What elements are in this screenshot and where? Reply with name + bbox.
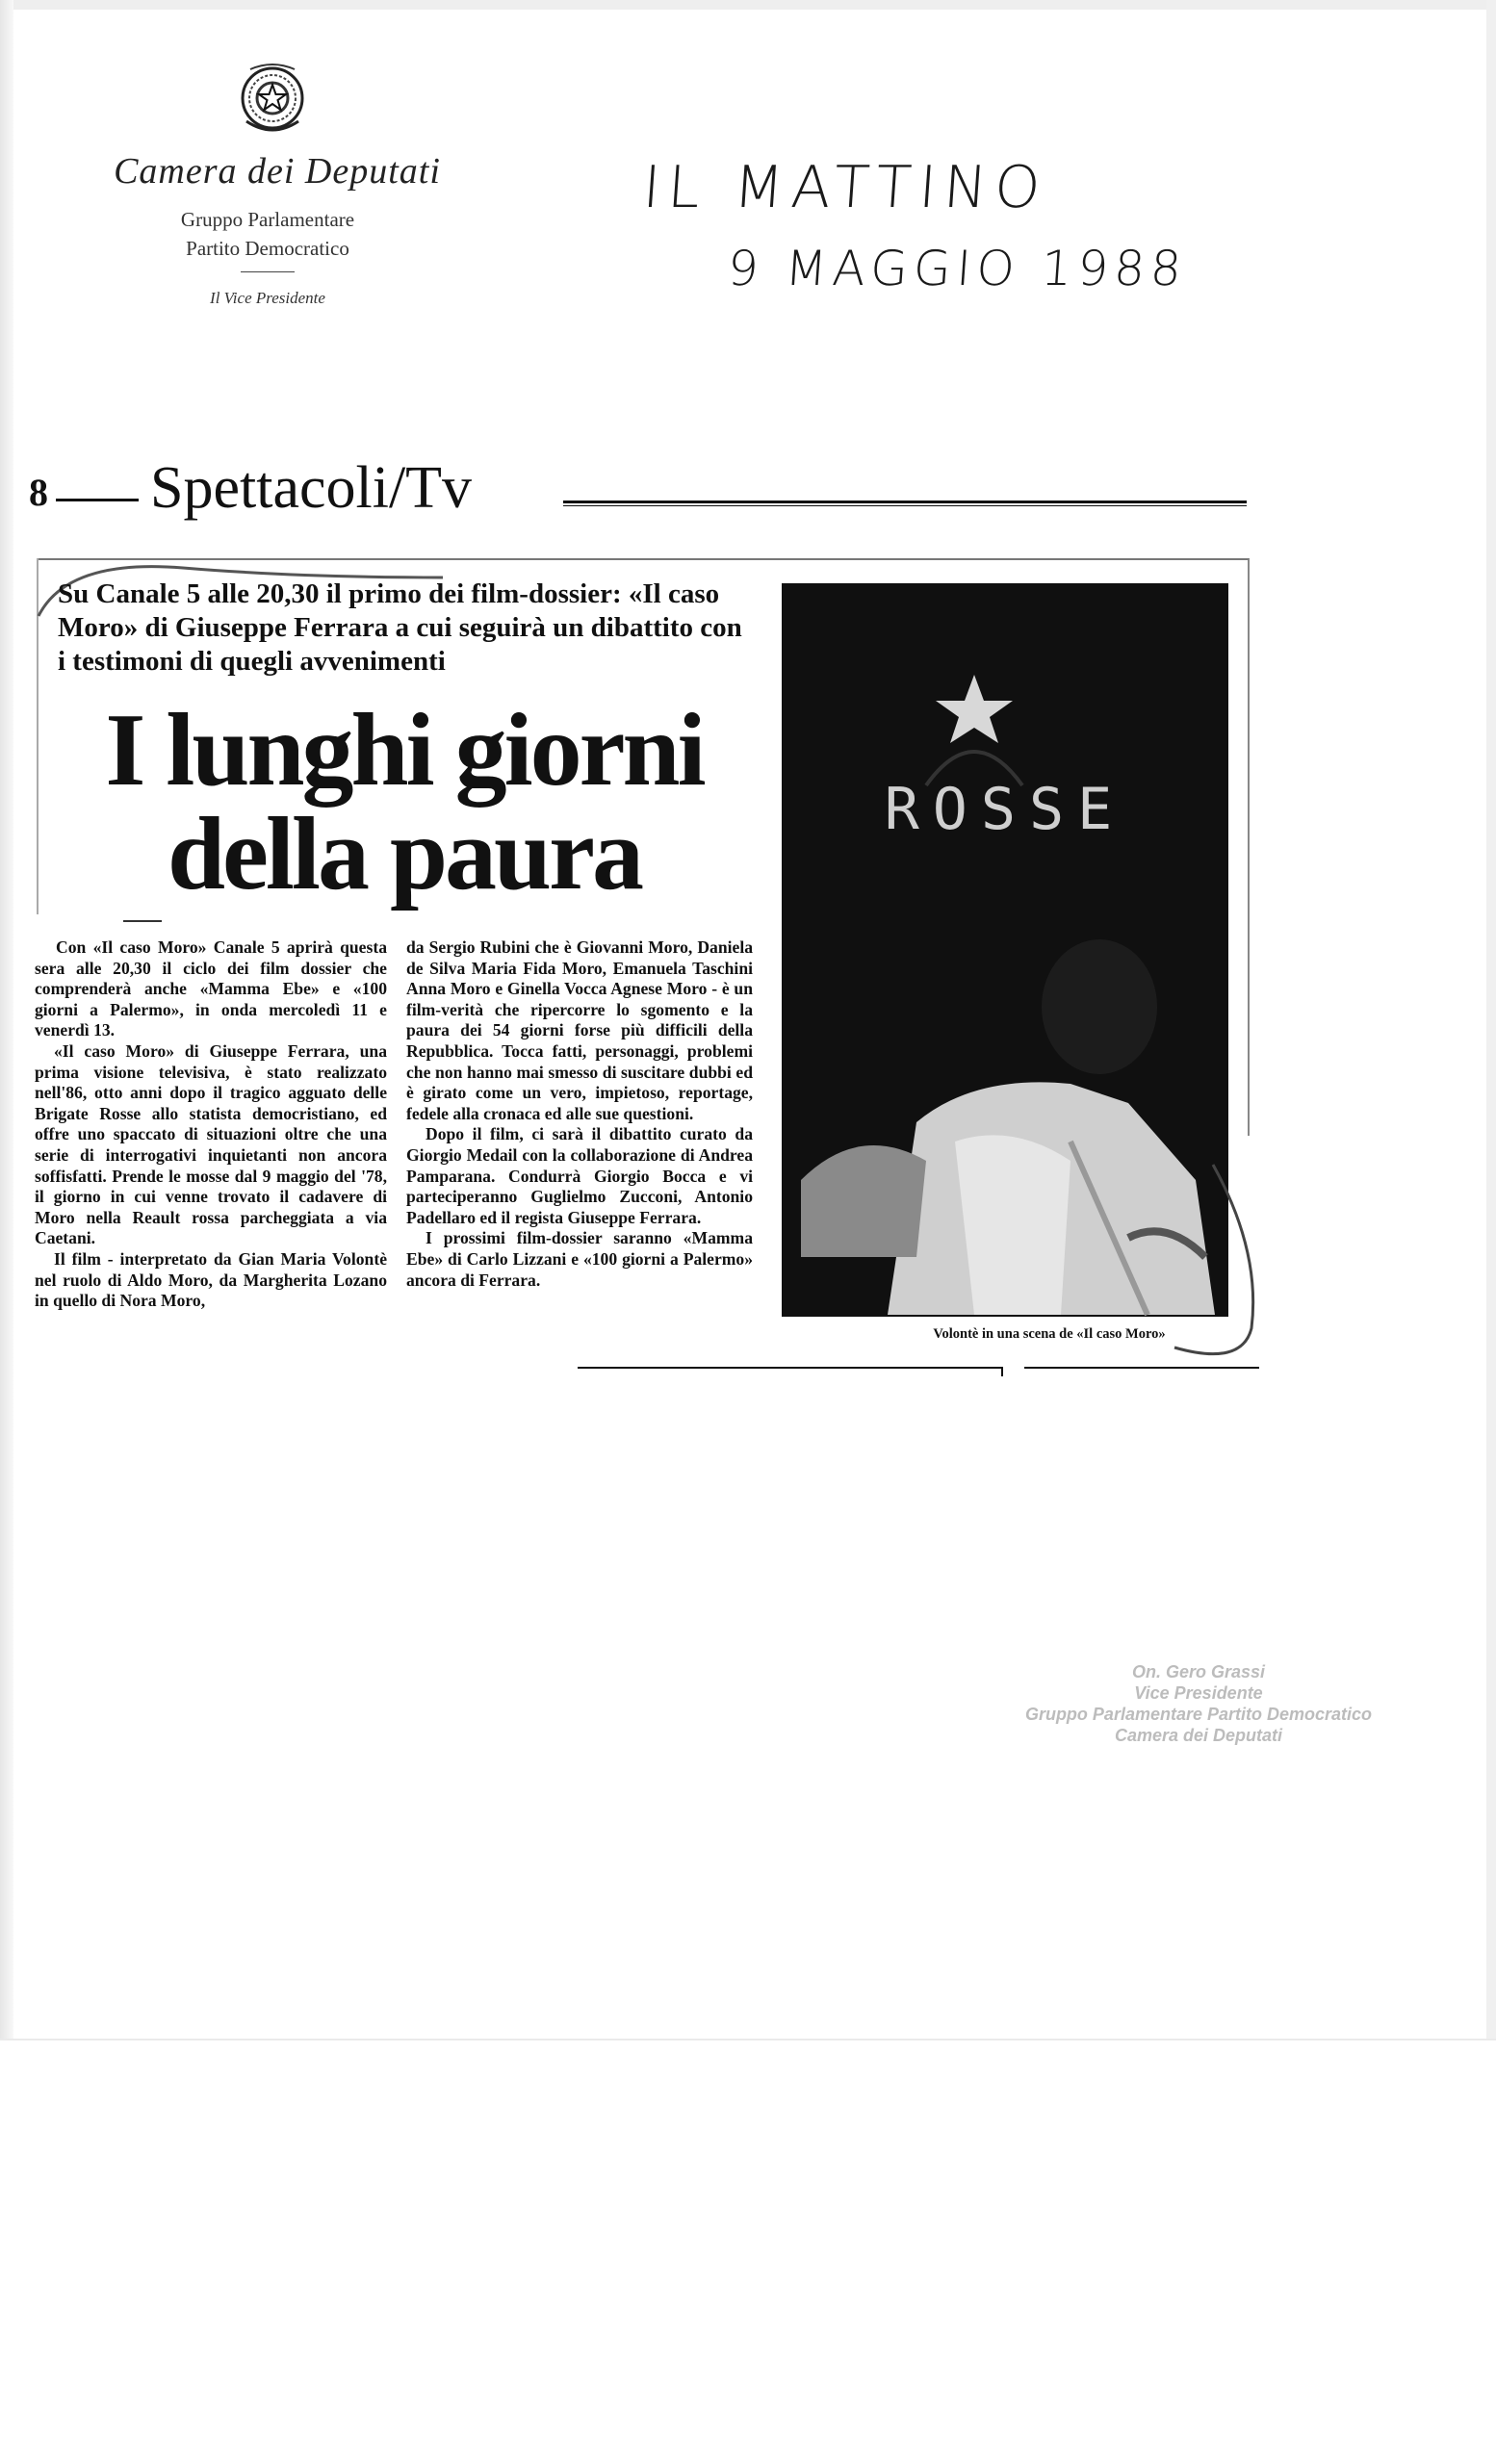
handwritten-newspaper-name: IL MATTINO: [640, 154, 1050, 221]
headline-line-1: I lunghi giorni: [105, 693, 704, 808]
scan-border-right: [1486, 0, 1496, 2040]
col2-paragraph: I prossimi film-dossier saranno «Mamma Ebe» di Carlo Lizzani e «100 giorni a Palermo» ancora di Ferrara.: [406, 1228, 753, 1290]
section-rule-thin: [563, 505, 1247, 506]
article-column-1: [35, 937, 387, 1312]
col1-paragraph: Il film - interpretato da Gian Maria Volontè nel ruolo di Aldo Moro, da Margherita Lozano in quello di Nora Moro,: [35, 1248, 387, 1311]
article-column-2: [406, 937, 753, 1291]
letterhead-divider: [241, 271, 295, 272]
scan-border-top: [0, 0, 1496, 10]
stamp-role: Vice Presidente: [1134, 1683, 1263, 1703]
photo-sign-text: ROSSE: [884, 776, 1126, 843]
bottom-rule-tick: [1001, 1367, 1003, 1376]
section-title: Spettacoli/Tv: [150, 455, 473, 521]
letterhead-role: Il Vice Presidente: [210, 289, 325, 307]
bottom-rule-left: [578, 1367, 1003, 1369]
col2-paragraph: Dopo il film, ci sarà il dibattito curato da Giorgio Medail con la collaborazione di Andrea Pamparana. Condurrà Giorgio Bocca e vi parteciperanno Guglielmo Zucconi, Antonio Padellaro ed il regista Giuseppe Ferrara.: [406, 1124, 753, 1227]
pen-mark-hook: [1117, 1155, 1271, 1376]
headline-line-2: della paura: [167, 797, 642, 911]
scan-page-end: [0, 2039, 1496, 2040]
col2-paragraph: da Sergio Rubini che è Giovanni Moro, Daniela de Silva Maria Fida Moro, Emanuela Taschini Anna Moro e Ginella Vocca Agnese Moro - è un film-verità che ripercorre lo sgomento e la paura dei 54 giorni forse più difficili della Repubblica. Tocca fatti, personaggi, problemi che non hanno mai smesso di suscitare dubbi ed è girato come un vero, impietoso, reportage, fedele alla cronaca ed alle sue questioni.: [406, 937, 753, 1123]
photo-caption: Volontè in una scena de «Il caso Moro»: [933, 1326, 1166, 1342]
italian-republic-emblem-icon: [237, 62, 308, 141]
section-rule: [563, 500, 1247, 503]
letterhead-group: Gruppo Parlamentare: [180, 208, 355, 231]
scan-border-left: [0, 0, 13, 2040]
stamp-group: Gruppo Parlamentare Partito Democratico: [1024, 1705, 1373, 1724]
article-headline: [58, 693, 751, 911]
letterhead-title: Camera dei Deputati: [114, 151, 441, 192]
bottom-rule-right: [1024, 1367, 1259, 1369]
page-number-rule: [56, 499, 139, 501]
handwritten-date: 9 MAGGIO 1988: [725, 241, 1189, 296]
newspaper-page-number: 8: [29, 471, 48, 514]
letterhead-party: Partito Democratico: [186, 237, 349, 260]
stamp-chamber: Camera dei Deputati: [1114, 1726, 1283, 1745]
stamp-name: On. Gero Grassi: [1131, 1662, 1266, 1681]
col1-paragraph: «Il caso Moro» di Giuseppe Ferrara, una prima visione televisiva, è stato realizzato nell'86, otto anni dopo il tragico agguato delle Brigate Rosse allo statista democristiano, ed offre uno spaccato di situazioni oltre che una serie di interrogativi inquietanti non ancora soffisfatti. Prende le mosse dal 9 maggio del '78, il giorno in cui venne trovato il cadavere di Moro nella Reault rossa parcheggiata a via Caetani.: [35, 1040, 387, 1248]
vice-president-stamp: [982, 1661, 1415, 1746]
col1-paragraph: Con «Il caso Moro» Canale 5 aprirà questa sera alle 20,30 il ciclo dei film dossier che comprenderà anche «Mamma Ebe» e «100 giorni a Palermo», in onda mercoledì 11 e venerdì 13.: [35, 937, 387, 1040]
article-kicker: Su Canale 5 alle 20,30 il primo dei film-dossier: «Il caso Moro» di Giuseppe Ferrara a cui seguirà un dibattito con i testimoni di quegli avvenimenti: [58, 578, 742, 677]
body-separator: [123, 920, 162, 922]
